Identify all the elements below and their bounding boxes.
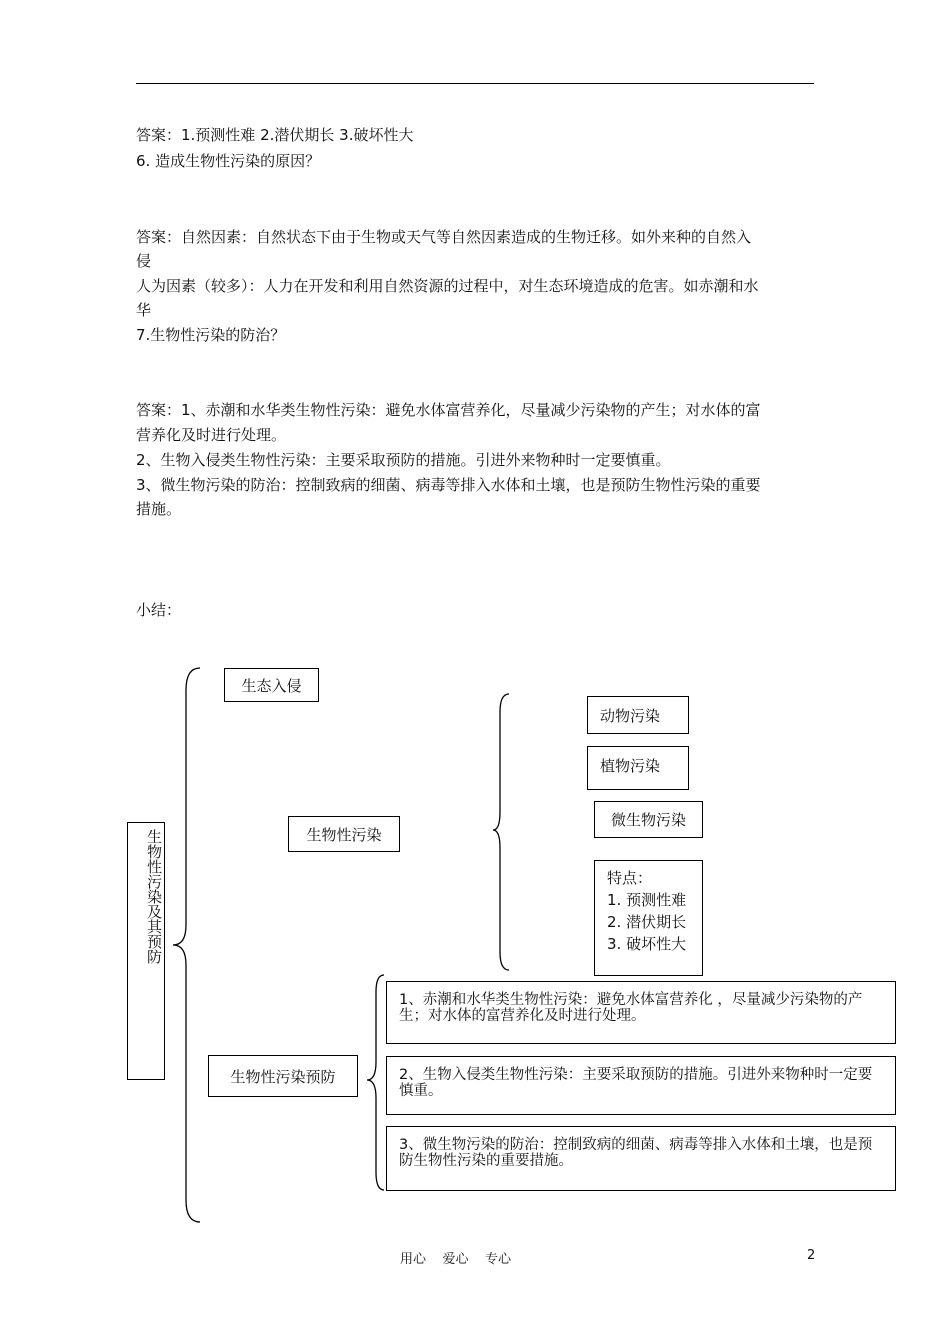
summary-label: 小结： — [136, 601, 182, 619]
root-label: 生物性污染及其预防 — [145, 829, 163, 964]
features-title: 特点： — [607, 869, 653, 887]
answer-6-line3: 人为因素（较多）：人力在开发和利用自然资源的过程中，对生态环境造成的危害。如赤潮和水 — [136, 277, 759, 295]
feature-item: 2. 潜伏期长 — [607, 913, 687, 931]
root-node — [127, 822, 165, 1080]
question-6: 6. 造成生物性污染的原因？ — [136, 152, 321, 170]
feature-item: 3. 破坏性大 — [607, 935, 687, 953]
answer-7-line5: 措施。 — [136, 500, 182, 518]
measure-text: 1、赤潮和水华类生物性污染：避免水体富营养化 ，尽量减少污染物的产生；对水体的富营养化及时进行处理。 — [399, 992, 863, 1024]
answer-6-line4: 华 — [136, 301, 152, 319]
prevention-label: 生物性污染预防 — [230, 1067, 336, 1086]
measure-box-3 — [386, 1126, 896, 1191]
answer-7-line2: 营养化及时进行处理。 — [136, 426, 287, 444]
answer-6-line1: 答案：自然因素：自然状态下由于生物或天气等自然因素造成的生物迁移。如外来种的自然入 — [136, 228, 752, 246]
plant-pollution-label: 植物污染 — [600, 757, 661, 775]
features-node — [594, 860, 703, 976]
measure-box-1 — [386, 981, 896, 1044]
plant-pollution-node — [587, 746, 689, 790]
bio-pollution-label: 生物性污染 — [306, 825, 382, 844]
eco-invasion-label: 生态入侵 — [241, 676, 302, 695]
measure-text: 3、微生物污染的防治：控制致病的细菌、病毒等排入水体和土壤，也是预防生物性污染的重要措施。 — [399, 1137, 873, 1169]
measure-box-2 — [386, 1056, 896, 1115]
answer-7-line4: 3、微生物污染的防治：控制致病的细菌、病毒等排入水体和土壤，也是预防生物性污染的重要 — [136, 476, 761, 494]
page-number: 2 — [807, 1248, 816, 1263]
answer-5: 答案：1.预测性难 2.潜伏期长 3.破坏性大 — [136, 126, 414, 144]
answer-6-line2: 侵 — [136, 252, 152, 270]
answer-7-line3: 2、生物入侵类生物性污染：主要采取预防的措施。引进外来物种时一定要慎重。 — [136, 451, 671, 469]
main-brace — [173, 668, 200, 1222]
eco-invasion-node — [224, 668, 319, 702]
microbe-pollution-node — [594, 801, 703, 838]
pollution-brace — [493, 694, 509, 970]
measure-text: 2、生物入侵类生物性污染：主要采取预防的措施。引进外来物种时一定要慎重。 — [399, 1067, 873, 1099]
footer-motto: 用心 爱心 专心 — [400, 1252, 512, 1267]
animal-pollution-label: 动物污染 — [600, 707, 661, 725]
animal-pollution-node — [587, 696, 689, 734]
prevention-brace — [367, 975, 384, 1190]
microbe-pollution-label: 微生物污染 — [610, 811, 686, 829]
bio-pollution-node — [288, 816, 400, 852]
feature-item: 1. 预测性难 — [607, 891, 687, 909]
prevention-node — [208, 1055, 358, 1097]
question-7: 7.生物性污染的防治？ — [136, 326, 286, 344]
answer-7-line1: 答案：1、赤潮和水华类生物性污染：避免水体富营养化，尽量减少污染物的产生；对水体的富 — [136, 401, 761, 419]
